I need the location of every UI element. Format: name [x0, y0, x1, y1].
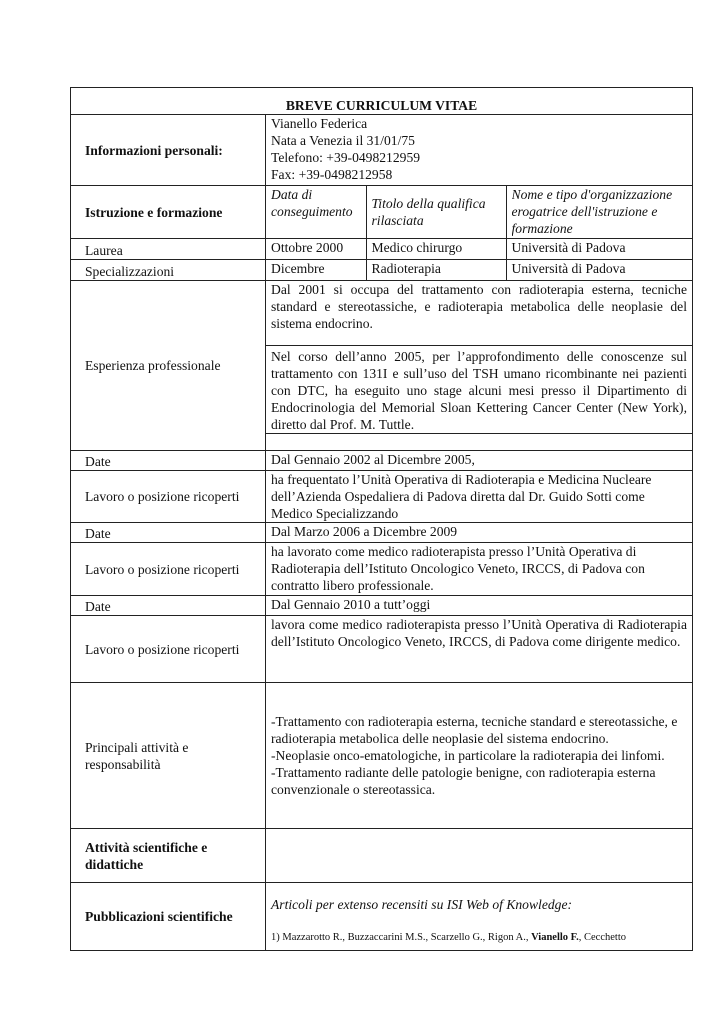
job-role: ha frequentato l’Unità Operativa di Radioterapia e Medicina Nucleare dell’Azienda Ospedaliera di Padova diretta dal Dr. Guido Sotti come Medico Specializzando — [266, 471, 693, 523]
cv-table — [70, 87, 693, 951]
job-date-label: Date — [71, 596, 266, 616]
personal-name: Vianello Federica — [271, 116, 368, 131]
activity-item: -Trattamento radiante delle patologie benigne, con radioterapia esterna convenzionale o stereotassica. — [271, 765, 656, 797]
personal-fax: Fax: +39-0498212958 — [271, 167, 393, 182]
education-header-date: Data di conseguimento — [271, 187, 353, 219]
education-row-label: Laurea — [71, 239, 266, 260]
activity-item: -Neoplasie onco-ematologiche, in particolare la radioterapia dei linfomi. — [271, 748, 665, 763]
publications-cell — [266, 883, 693, 951]
education-header-title: Titolo della qualifica rilasciata — [366, 186, 506, 238]
job-role: lavora come medico radioterapista presso l’Unità Operativa di Radioterapia dell’Istituto Oncologico Veneto, IRCCS, di Padova come dirigente medico. — [266, 616, 693, 683]
education-label: Istruzione e formazione — [71, 186, 266, 239]
job-date-label: Date — [71, 451, 266, 471]
education-row-org: Università di Padova — [506, 239, 692, 259]
job-date: Dal Gennaio 2010 a tutt’oggi — [266, 596, 693, 616]
job-role-label: Lavoro o posizione ricoperti — [71, 543, 266, 596]
personal-birth: Nata a Venezia il 31/01/75 — [271, 133, 415, 148]
activities-cell — [266, 683, 693, 829]
education-row-title: Radioterapia — [366, 260, 506, 280]
education-header-table — [266, 186, 692, 238]
education-row-cell — [266, 260, 693, 281]
scientific-cell — [266, 829, 693, 883]
scientific-label: Attività scientifiche e didattiche — [71, 829, 266, 883]
cv-title: BREVE CURRICULUM VITAE — [71, 88, 693, 115]
education-row-date: Ottobre 2000 — [271, 240, 344, 255]
job-role: ha lavorato come medico radioterapista presso l’Unità Operativa di Radioterapia dell’Istituto Oncologico Veneto, IRCCS, di Padova con contratto libero professionale. — [266, 543, 693, 596]
experience-label: Esperienza professionale — [71, 281, 266, 451]
education-row-cell — [266, 239, 693, 260]
job-date: Dal Marzo 2006 a Dicembre 2009 — [266, 523, 693, 543]
personal-info-cell — [266, 115, 693, 186]
activities-label: Principali attività e responsabilità — [71, 683, 266, 829]
experience-paragraph-1: Dal 2001 si occupa del trattamento con radioterapia esterna, tecniche standard e stereotassiche, e radioterapia metabolica delle neoplasie del sistema endocrino. — [266, 281, 693, 346]
education-row-title: Medico chirurgo — [366, 239, 506, 259]
personal-info-label: Informazioni personali: — [71, 115, 266, 186]
publications-heading: Articoli per extenso recensiti su ISI Web of Knowledge: — [271, 897, 573, 912]
experience-paragraph-2: Nel corso dell’anno 2005, per l’approfondimento delle conoscenze sul trattamento con 131I e sull’uso del TSH umano ricombinante nei pazienti con DTC, ha eseguito uno stage alcuni mesi presso il Dipartimento di Endocrinologia del Memorial Sloan Kettering Cancer Center (New York), diretto dal Prof. M. Tuttle. — [266, 346, 693, 434]
education-row-org: Università di Padova — [506, 260, 692, 280]
education-row-date: Dicembre — [271, 261, 325, 276]
personal-phone: Telefono: +39-0498212959 — [271, 150, 421, 165]
education-row-label: Specializzazioni — [71, 260, 266, 281]
education-header-org: Nome e tipo d'organizzazione erogatrice dell'istruzione e formazione — [506, 186, 692, 238]
publications-label: Pubblicazioni scientifiche — [71, 883, 266, 951]
job-date: Dal Gennaio 2002 al Dicembre 2005, — [266, 451, 693, 471]
job-role-label: Lavoro o posizione ricoperti — [71, 471, 266, 523]
experience-empty-cell — [266, 434, 693, 451]
job-role-label: Lavoro o posizione ricoperti — [71, 616, 266, 683]
education-header-cell — [266, 186, 693, 239]
activity-item: -Trattamento con radioterapia esterna, tecniche standard e stereotassiche, e radioterapia metabolica delle neoplasie del sistema endocrino. — [271, 714, 678, 746]
job-date-label: Date — [71, 523, 266, 543]
publication-item: 1) Mazzarotto R., Buzzaccarini M.S., Scarzello G., Rigon A., Vianello F., Cecchetto — [271, 932, 626, 943]
